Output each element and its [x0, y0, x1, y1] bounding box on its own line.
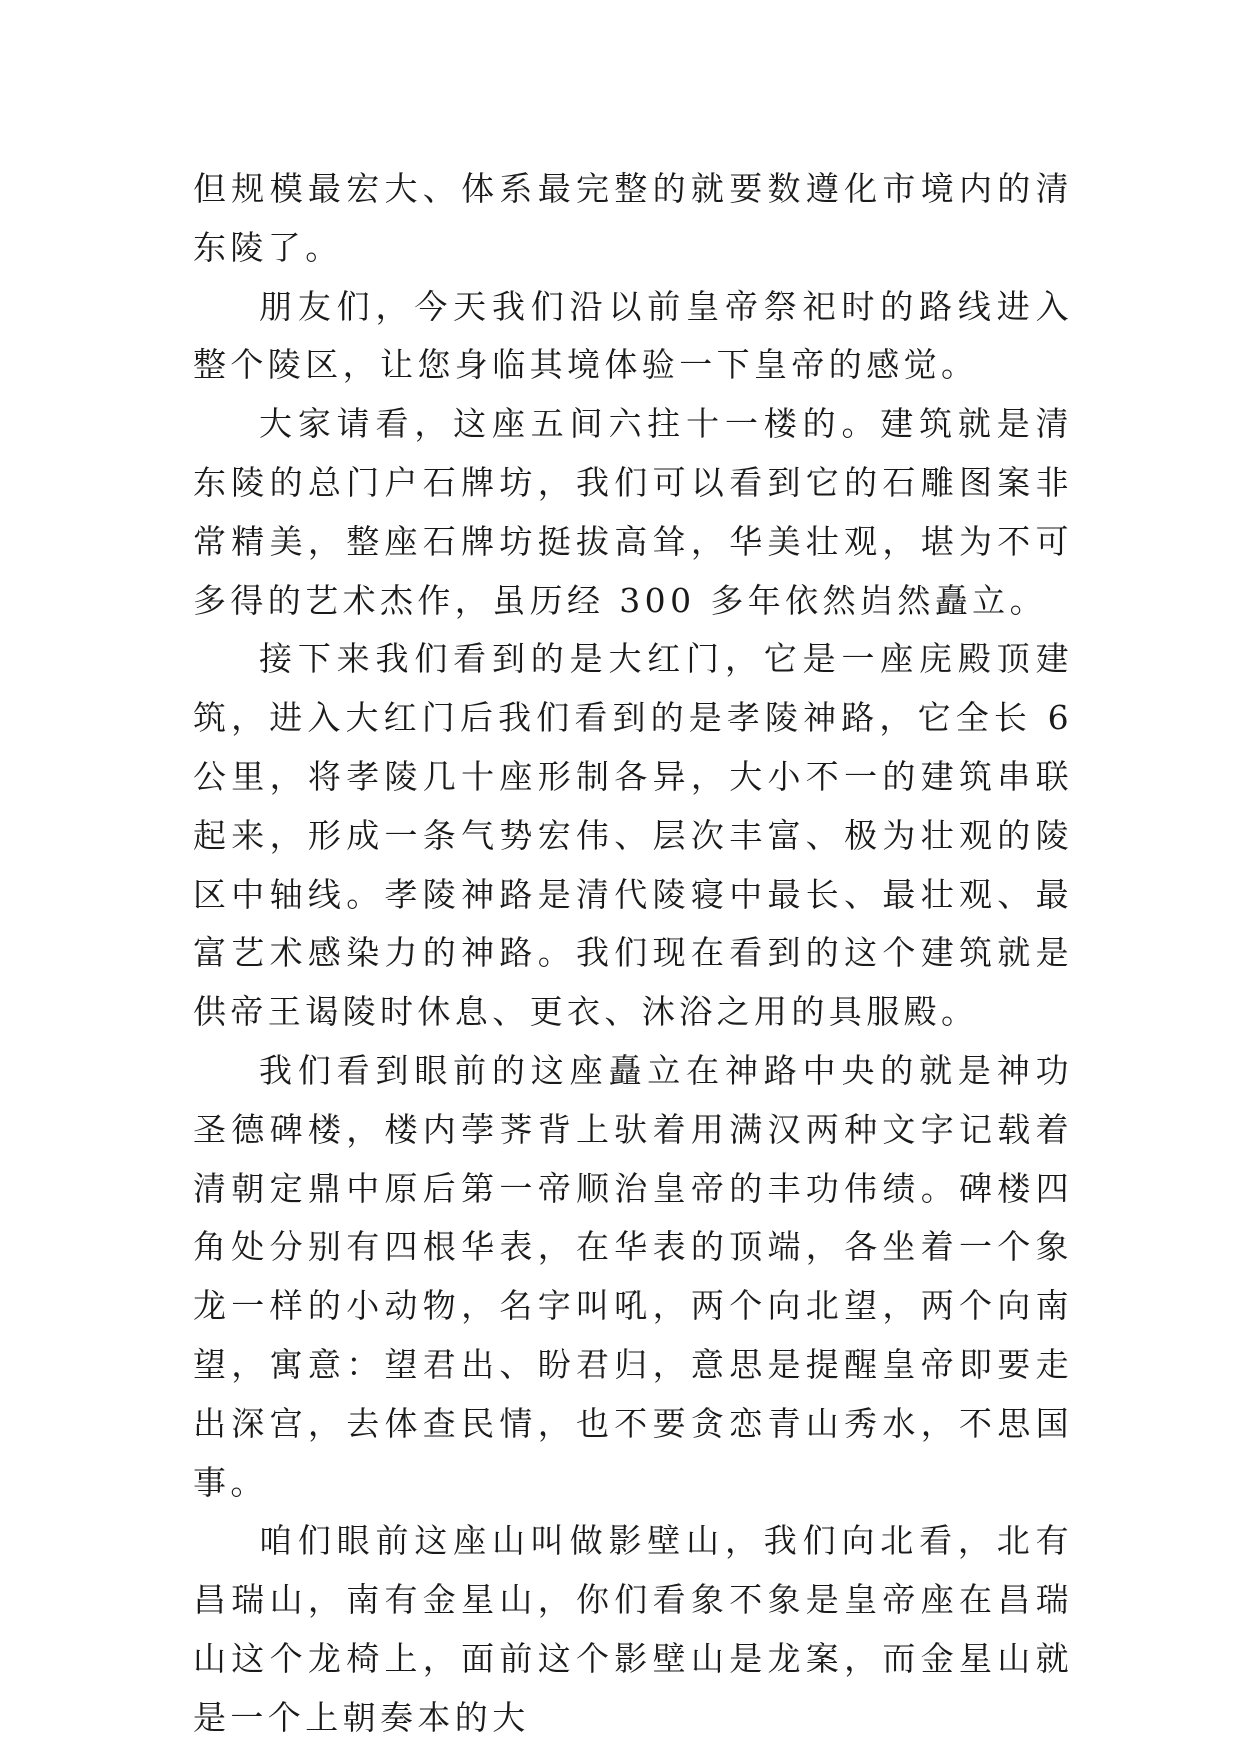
paragraph-stone-archway: 大家请看，这座五间六拄十一楼的。建筑就是清东陵的总门户石牌坊，我们可以看到它的石雕图案非常精美，整座石牌坊挺拔高耸，华美壮观，堪为不可多得的艺术杰作，虽历经 300 多年依然岿然矗立。	[193, 404, 1073, 620]
paragraph-great-red-gate: 接下来我们看到的是大红门，它是一座庑殿顶建筑，进入大红门后我们看到的是孝陵神路，它全长 6 公里，将孝陵几十座形制各异，大小不一的建筑串联起来，形成一条气势宏伟、层次丰富、极为壮观的陵区中轴线。孝陵神路是清代陵寝中最长、最壮观、最富艺术感染力的神路。我们现在看到的这个建筑就是供帝王谒陵时休息、更衣、沐浴之用的具服殿。	[193, 639, 1073, 1032]
paragraph-intro: 朋友们，今天我们沿以前皇帝祭祀时的路线进入整个陵区，让您身临其境体验一下皇帝的感觉。	[193, 286, 1073, 385]
paragraph-screen-hill: 咱们眼前这座山叫做影壁山，我们向北看，北有昌瑞山，南有金星山，你们看象不象是皇帝座在昌瑞山这个龙椅上，面前这个影壁山是龙案，而金星山就是一个上朝奏本的大	[193, 1521, 1073, 1737]
body-text	[193, 160, 1073, 1748]
paragraph-continuation: 但规模最宏大、体系最完整的就要数遵化市境内的清东陵了。	[193, 169, 1073, 267]
paragraph-stele-pavilion: 我们看到眼前的这座矗立在神路中央的就是神功圣德碑楼，楼内荸荠背上驮着用满汉两种文字记载着清朝定鼎中原后第一帝顺治皇帝的丰功伟绩。碑楼四角处分别有四根华表，在华表的顶端，各坐着一个象龙一样的小动物，名字叫吼，两个向北望，两个向南望，寓意：望君出、盼君归，意思是提醒皇帝即要走出深宫，去体查民情，也不要贪恋青山秀水，不思国事。	[193, 1050, 1073, 1502]
